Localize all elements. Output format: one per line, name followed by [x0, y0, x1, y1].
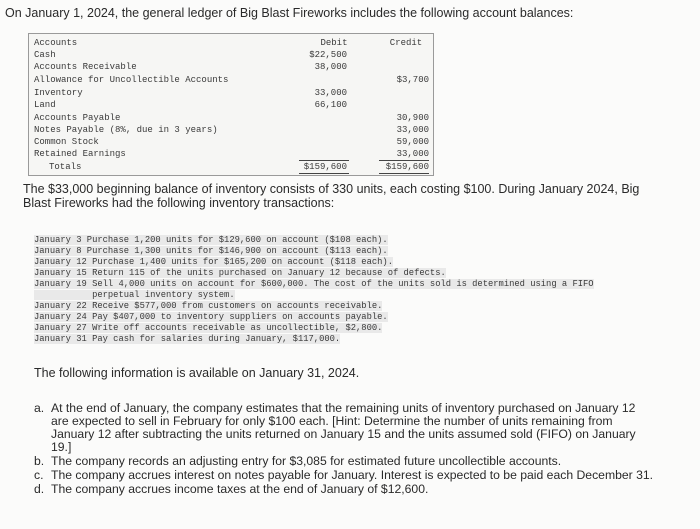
transaction-line: January 8 Purchase 1,300 units for $146,900 on account ($113 each).: [34, 246, 388, 256]
item-letter: b.: [34, 454, 45, 468]
ledger-totals-row: [29, 161, 433, 173]
ledger-row: [29, 136, 433, 148]
header-debit: Debit: [320, 38, 348, 48]
item-c: [34, 469, 654, 482]
debit-total-underline: [299, 173, 349, 174]
debit-value: 33,000: [314, 88, 347, 98]
item-text: The company accrues income taxes at the end of January of $12,600.: [51, 482, 429, 496]
ledger-row: [29, 99, 433, 111]
credit-value: 33,000: [396, 125, 429, 135]
following-info-heading: The following information is available on January 31, 2024.: [34, 366, 360, 380]
transaction-line: January 19 Sell 4,000 units on account for $600,000. The cost of the units sold is determined using a FIFO: [34, 279, 594, 289]
ledger-row: [29, 112, 433, 124]
adjustment-items: [34, 402, 654, 497]
account-name: Common Stock: [34, 137, 99, 147]
account-name: Retained Earnings: [34, 149, 126, 159]
item-d: [34, 483, 654, 496]
inventory-paragraph: The $33,000 beginning balance of inventory consists of 330 units, each costing $100. During January 2024, Big Blast Fireworks had the following inventory transactions:: [23, 182, 640, 210]
item-letter: a.: [34, 401, 45, 415]
ledger-row: [29, 74, 433, 86]
transaction-line: perpetual inventory system.: [34, 290, 235, 300]
totals-debit: $159,600: [303, 162, 347, 172]
totals-label: Totals: [49, 162, 82, 172]
account-name: Land: [34, 100, 56, 110]
header-accounts: Accounts: [34, 38, 78, 48]
account-name: Notes Payable (8%, due in 3 years): [34, 125, 218, 135]
intro-text: On January 1, 2024, the general ledger of Big Blast Fireworks includes the following account balances:: [5, 6, 574, 20]
transaction-line: January 31 Pay cash for salaries during January, $117,000.: [34, 334, 341, 344]
account-name: Accounts Receivable: [34, 62, 137, 72]
debit-value: 66,100: [314, 100, 347, 110]
transaction-line: January 3 Purchase 1,200 units for $129,600 on account ($108 each).: [34, 235, 388, 245]
ledger-row: [29, 49, 433, 61]
debit-value: $22,500: [309, 50, 347, 60]
credit-value: 59,000: [396, 137, 429, 147]
item-a: [34, 402, 654, 454]
item-text: The company accrues interest on notes payable for January. Interest is expected to be paid each December 31.: [51, 468, 654, 482]
transaction-line: January 22 Receive $577,000 from customers on accounts receivable.: [34, 301, 383, 311]
account-name: Accounts Payable: [34, 113, 121, 123]
transaction-line: January 15 Return 115 of the units purchased on January 12 because of defects.: [34, 268, 446, 278]
credit-value: 30,900: [396, 113, 429, 123]
transaction-line: January 27 Write off accounts receivable as uncollectible, $2,800.: [34, 323, 383, 333]
ledger-table: [28, 33, 434, 176]
account-name: Allowance for Uncollectible Accounts: [34, 75, 229, 85]
ledger-row: [29, 124, 433, 136]
item-text: At the end of January, the company estimates that the remaining units of inventory purchased on January 12 are expected to sell in February for only $100 each. [Hint: Determine the number of units remaining from January 12 after subtracting the units returned on January 15 and the units assumed sold (FIFO) on January 19.]: [51, 401, 636, 454]
credit-value: 33,000: [396, 149, 429, 159]
transaction-line: January 12 Purchase 1,400 units for $165,200 on account ($118 each).: [34, 257, 393, 267]
ledger-row: [29, 87, 433, 99]
ledger-row: [29, 148, 433, 160]
ledger-row: [29, 61, 433, 73]
debit-value: 38,000: [314, 62, 347, 72]
header-credit: Credit: [389, 38, 423, 48]
transaction-line: January 24 Pay $407,000 to inventory suppliers on accounts payable.: [34, 312, 388, 322]
item-b: [34, 455, 654, 468]
totals-credit: $159,600: [385, 162, 429, 172]
item-text: The company records an adjusting entry for $3,085 for estimated future uncollectible accounts.: [51, 454, 562, 468]
item-letter: d.: [34, 482, 45, 496]
account-name: Inventory: [34, 88, 83, 98]
account-name: Cash: [34, 50, 56, 60]
item-letter: c.: [34, 468, 44, 482]
transactions-list: [34, 235, 674, 345]
credit-total-underline: [379, 173, 429, 174]
credit-value: $3,700: [396, 75, 429, 85]
ledger-header-row: [29, 37, 433, 49]
